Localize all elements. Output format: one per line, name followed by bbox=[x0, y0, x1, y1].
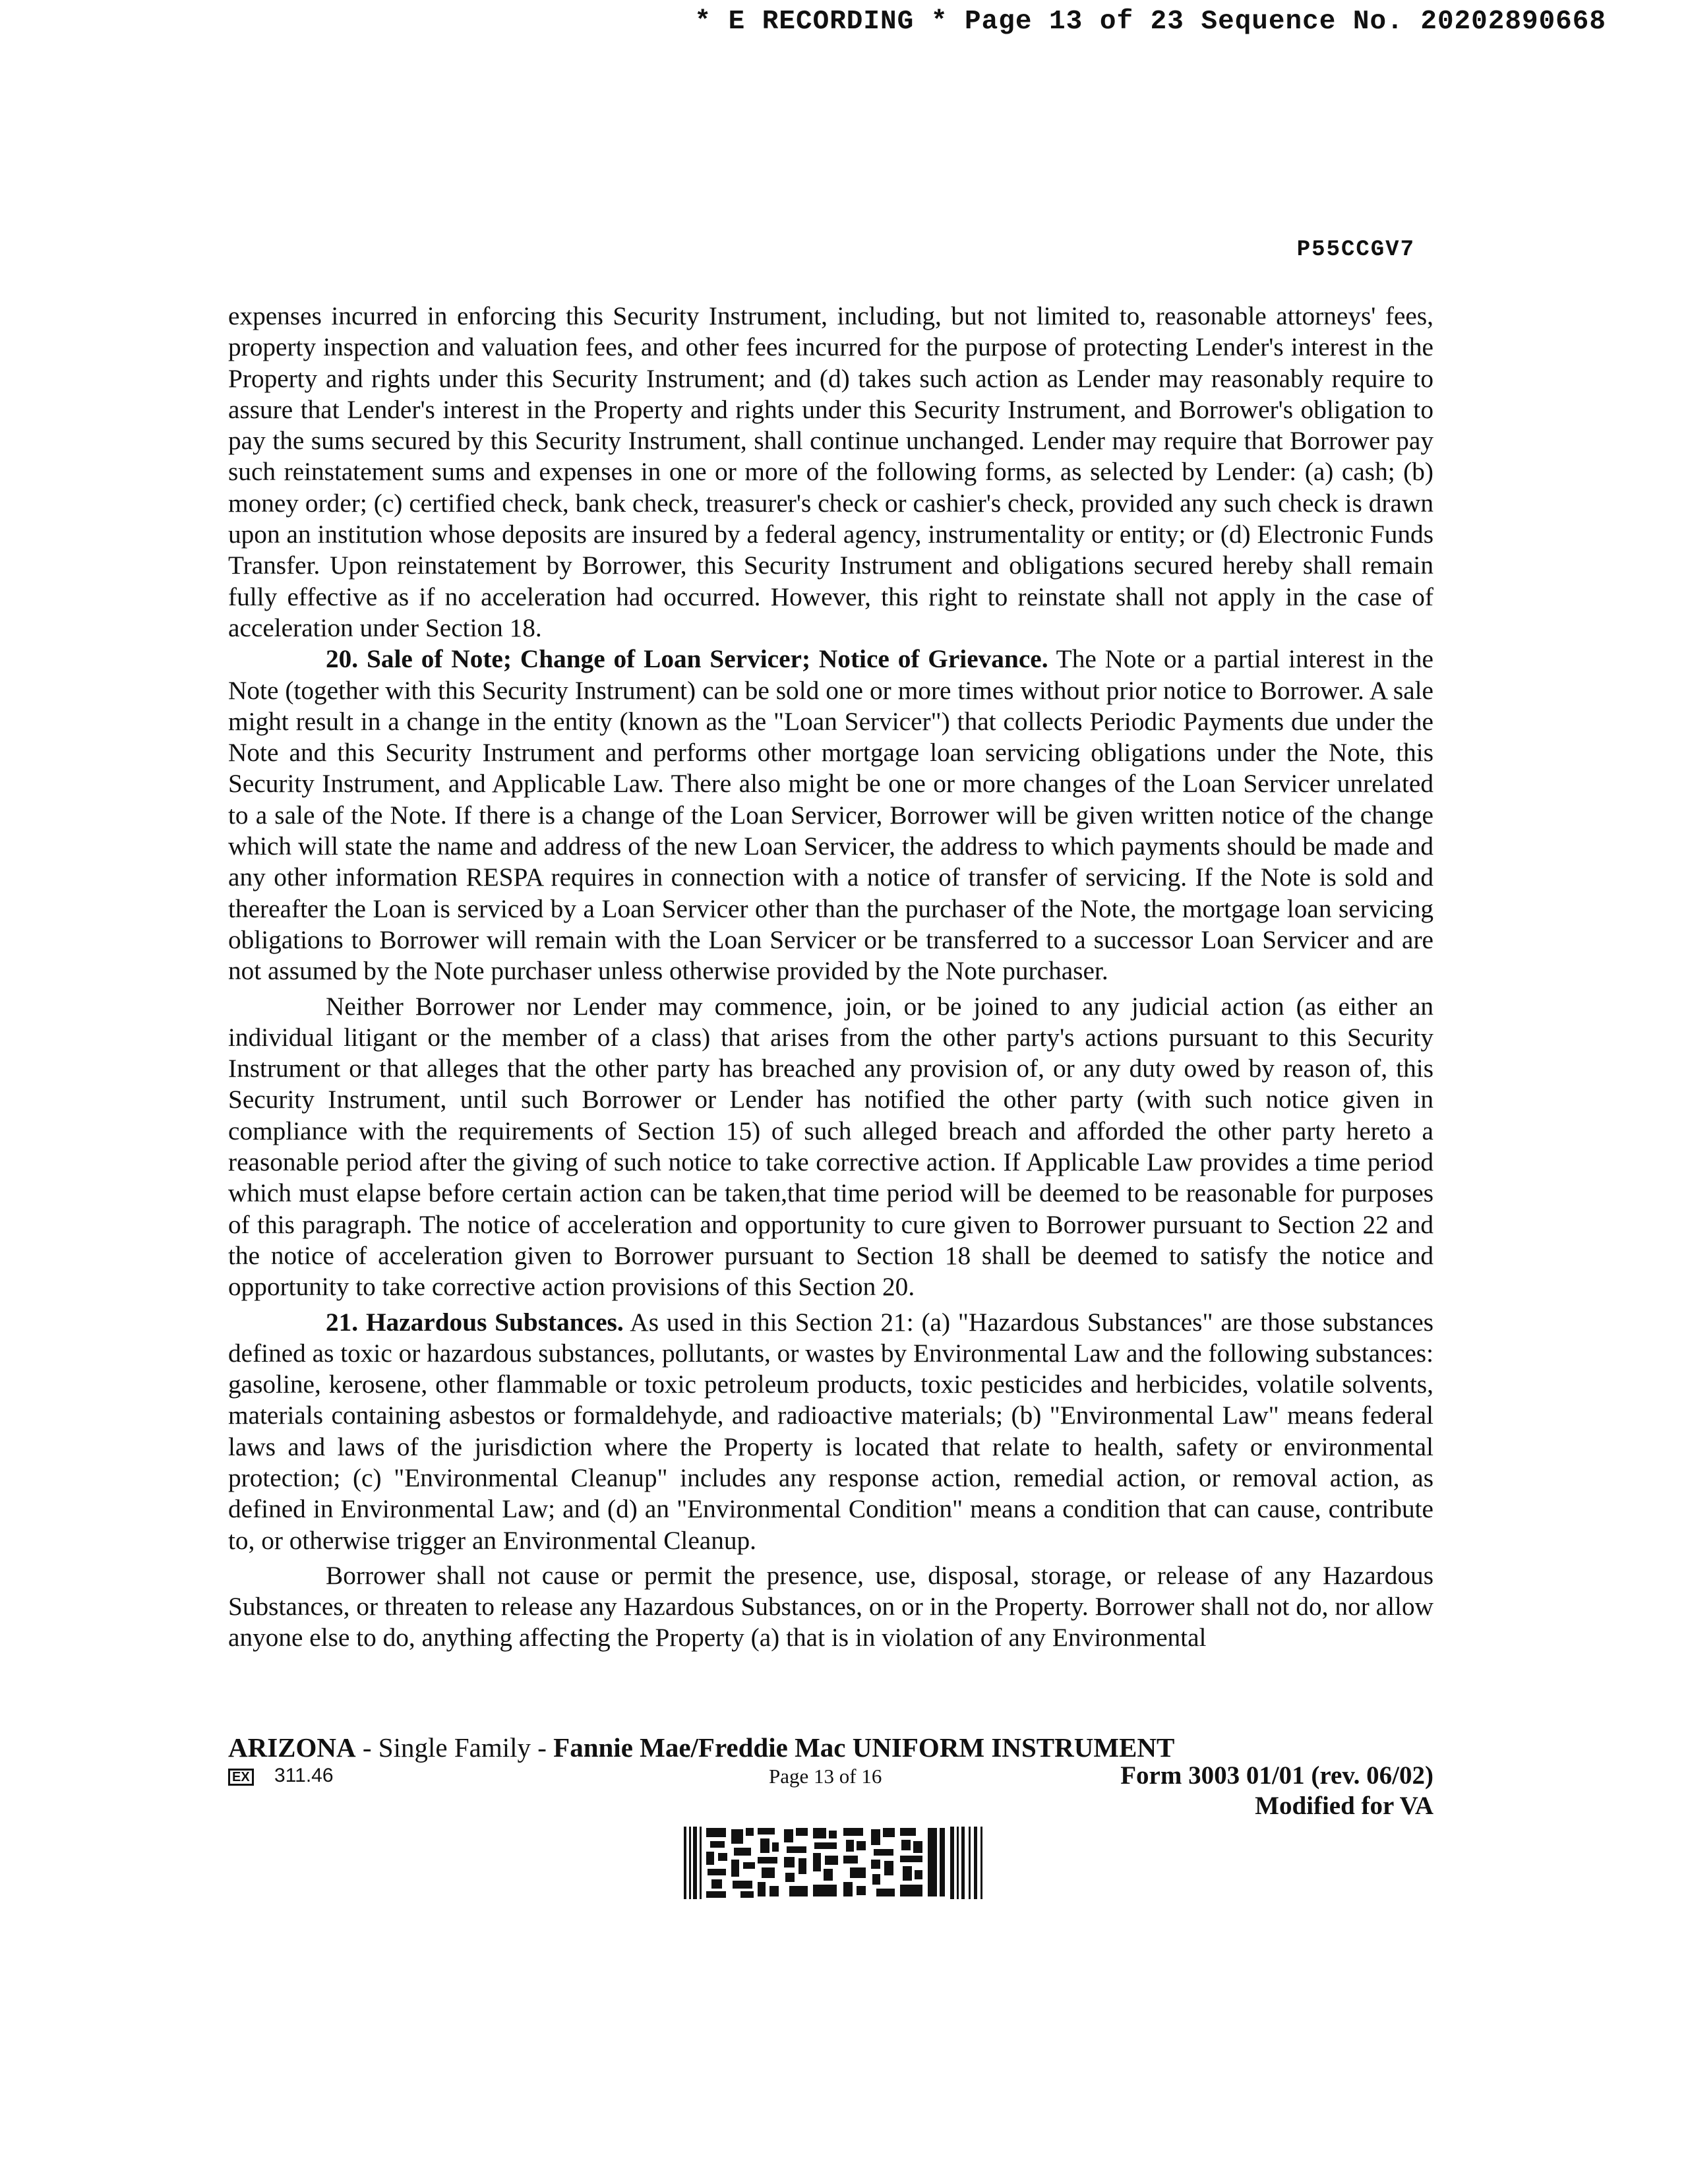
footer-state: ARIZONA bbox=[228, 1732, 356, 1763]
paragraph-section-20 bbox=[228, 644, 1433, 986]
section-21-heading: 21. Hazardous Substances. bbox=[326, 1307, 624, 1337]
paragraph-section-21 bbox=[228, 1307, 1433, 1556]
barcode-icon bbox=[684, 1827, 983, 1899]
ex-logo-icon: EX bbox=[228, 1769, 254, 1786]
form-id: Form 3003 01/01 (rev. 06/02) bbox=[1120, 1761, 1433, 1790]
section-20-heading: 20. Sale of Note; Change of Loan Servicer; Notice of Grievance. bbox=[326, 644, 1048, 674]
section-21-text: As used in this Section 21: (a) "Hazardous Substances" are those substances defined as toxic or hazardous substances, pollutants, or wastes by Environmental Law and the following substances: gasoline, kerosene, other flammable or toxic petroleum products, toxic pesticides and herbicides, volatile solvents, materials containing asbestos or formaldehyde, and radioactive materials; (b) "Environmental Law" means federal laws and laws of the jurisdiction where the Property is located that relate to health, safety or environmental protection; (c) "Environmental Cleanup" includes any response action, remedial action, or removal action, as defined in Environmental Law; and (d) an "Environmental Condition" means a condition that can cause, contribute to, or otherwise trigger an Environmental Cleanup. bbox=[228, 1307, 1433, 1555]
footer-sep: - Single Family - bbox=[355, 1732, 554, 1763]
footer-instrument: Fannie Mae/Freddie Mac UNIFORM INSTRUMENT bbox=[553, 1732, 1175, 1763]
footer-row bbox=[228, 1763, 1433, 1796]
recording-header: * E RECORDING * Page 13 of 23 Sequence No. 20202890668 bbox=[694, 7, 1606, 37]
form-number: 311.46 bbox=[274, 1765, 334, 1786]
page-number: Page 13 of 16 bbox=[769, 1765, 882, 1788]
section-20-text: The Note or a partial interest in the Note (together with this Security Instrument) can be sold one or more times without prior notice to Borrower. A sale might result in a change in the entity (known as the "Loan Servicer") that collects Periodic Payments due under the Note and this Security Instrument and performs other mortgage loan servicing obligations under the Note, this Security Instrument, and Applicable Law. There also might be one or more changes of the Loan Servicer unrelated to a sale of the Note. If there is a change of the Loan Servicer, Borrower will be given written notice of the change which will state the name and address of the new Loan Servicer, the address to which payments should be made and any other information RESPA requires in connection with a notice of transfer of servicing. If the Note is sold and thereafter the Loan is serviced by a Loan Servicer other than the purchaser of the Note, the mortgage loan servicing obligations to Borrower will remain with the Loan Servicer or be transferred to a successor Loan Servicer and are not assumed by the Note purchaser unless otherwise provided by the Note purchaser. bbox=[228, 644, 1434, 986]
document-body bbox=[228, 301, 1433, 1654]
paragraph-hazardous-prohibition: Borrower shall not cause or permit the presence, use, disposal, storage, or release of any Hazardous Substances, or threaten to release any Hazardous Substances, on or in the Property. Borrower shall not do, nor allow anyone else to do, anything affecting the Property (a) that is in violation of any Environmental bbox=[228, 1560, 1433, 1653]
document-code: P55CCGV7 bbox=[1296, 237, 1415, 262]
paragraph-reinstatement-continued: expenses incurred in enforcing this Security Instrument, including, but not limited to, reasonable attorneys' fees, property inspection and valuation fees, and other fees incurred for the purpose of protecting Lender's interest in the Property and rights under this Security Instrument; and (d) takes such action as Lender may reasonably require to assure that Lender's interest in the Property and rights under this Security Instrument, and Borrower's obligation to pay the sums secured by this Security Instrument, shall continue unchanged. Lender may require that Borrower pay such reinstatement sums and expenses in one or more of the following forms, as selected by Lender: (a) cash; (b) money order; (c) certified check, bank check, treasurer's check or cashier's check, provided any such check is drawn upon an institution whose deposits are insured by a federal agency, instrumentality or entity; or (d) Electronic Funds Transfer. Upon reinstatement by Borrower, this Security Instrument and obligations secured hereby shall remain fully effective as if no acceleration had occurred. However, this right to reinstate shall not apply in the case of acceleration under Section 18. bbox=[228, 301, 1433, 642]
footer-title bbox=[228, 1732, 1174, 1763]
modified-note: Modified for VA bbox=[1255, 1792, 1433, 1820]
paragraph-judicial-action: Neither Borrower nor Lender may commence, join, or be joined to any judicial action (as either an individual litigant or the member of a class) that arises from the other party's actions pursuant to this Security Instrument or that alleges that the other party has breached any provision of, or any duty owed by reason of, this Security Instrument, until such Borrower or Lender has notified the other party (with such notice given in compliance with the requirements of Section 15) of such alleged breach and afforded the other party hereto a reasonable period after the giving of such notice to take corrective action. If Applicable Law provides a time period which must elapse before certain action can be taken,that time period will be deemed to be reasonable for purposes of this paragraph. The notice of acceleration and opportunity to cure given to Borrower pursuant to Section 22 and the notice of acceleration given to Borrower pursuant to Section 18 shall be deemed to satisfy the notice and opportunity to take corrective action provisions of this Section 20. bbox=[228, 991, 1433, 1302]
